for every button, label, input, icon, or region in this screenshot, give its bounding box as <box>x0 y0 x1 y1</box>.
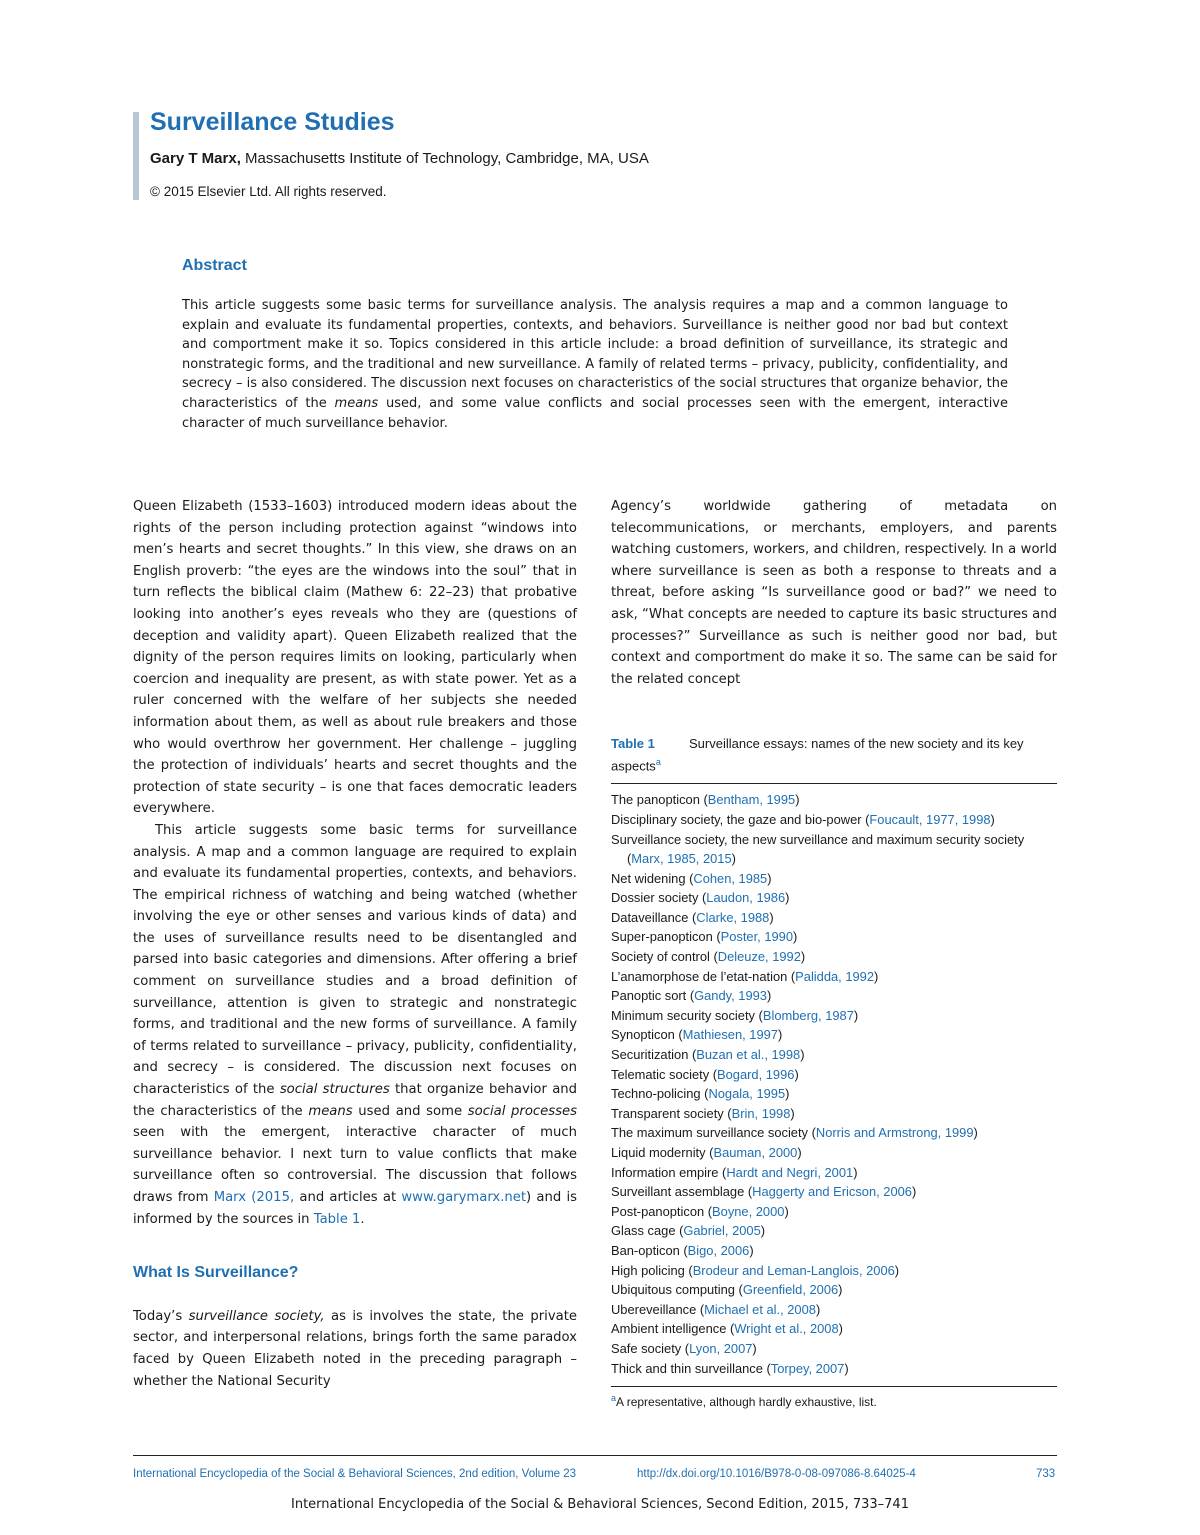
copyright-notice: © 2015 Elsevier Ltd. All rights reserved. <box>150 184 387 199</box>
table-1 <box>611 734 1057 1409</box>
table-row-citation-link[interactable]: Bentham, 1995 <box>707 792 796 808</box>
table-row-term: Synopticon ( <box>611 1027 683 1043</box>
table-row: Liquid modernity (Bauman, 2000) <box>611 1145 802 1161</box>
table-row-term: Panoptic sort ( <box>611 988 695 1004</box>
table-row-citation-link[interactable]: Bogard, 1996 <box>717 1066 795 1082</box>
link-garymarx-website[interactable]: www.garymarx.net <box>401 1190 527 1205</box>
table-row: Super-panopticon (Poster, 1990) <box>611 929 798 945</box>
footer-page-number: 733 <box>1036 1468 1056 1480</box>
table-footnote: $^a$A representative, although hardly exhaustive, list. <box>611 1393 877 1410</box>
body-left-column <box>133 496 577 1392</box>
table-row: The panopticon (Bentham, 1995) <box>611 792 800 808</box>
table-row: Transparent society (Brin, 1998) <box>611 1105 795 1121</box>
title-accent-bar <box>133 112 139 200</box>
table-row-term: Disciplinary society, the gaze and bio-power ( <box>611 811 870 827</box>
table-row-term: Ubiquitous computing ( <box>611 1282 743 1298</box>
table-row: The maximum surveillance society (Norris and Armstrong, 1999) <box>611 1125 978 1141</box>
table-row-term: Surveillant assemblage ( <box>611 1184 753 1200</box>
table-rows <box>611 790 1057 1378</box>
link-marx-2015[interactable]: Marx (2015, <box>213 1190 295 1205</box>
table-footnote-marker[interactable]: a <box>655 757 661 767</box>
table-row-citation-link[interactable]: Nogala, 1995 <box>708 1086 786 1102</box>
table-row-term: Surveillance society, the new surveillance and maximum security society <box>611 831 1025 847</box>
table-row-citation-link[interactable]: Bigo, 2006 <box>687 1242 750 1258</box>
paragraph-1: Queen Elizabeth (1533–1603) introduced modern ideas about the rights of the person including protection against “windows into men’s hearts and secret thoughts.” In this view, she draws on an English proverb: “the eyes are the windows into the soul” that in turn reflects the biblical claim (Mathew 6: 22–23) that probative looking into another’s eyes reveals who they are (questions of deception and validity apart). Queen Elizabeth realized that the dignity of the person requires limits on looking, particularly when coercion and inequality are present, as with state power. Yet as a ruler concerned with the welfare of her subjects she needed information about them, as well as about rule breakers and those who would overthrow her government. Her challenge – juggling the protection of individuals’ hearts and secret thoughts and the protection of state security – is one that faces democratic leaders everywhere. <box>133 499 577 817</box>
table-row-term: Post-panopticon ( <box>611 1203 713 1219</box>
bottom-citation: International Encyclopedia of the Social & Behavioral Sciences, Second Edition, 2015, 733–741 <box>291 1497 909 1512</box>
table-row: Ubiquitous computing (Greenfield, 2006) <box>611 1282 843 1298</box>
table-row-term: Ambient intelligence ( <box>611 1321 735 1337</box>
abstract-text: This article suggests some basic terms for surveillance analysis. The analysis requires a map and a common language to explain and evaluate its fundamental properties, contexts, and behaviors. Surveillance is neither good nor bad but context and comportment make it so. Topics considered in this article include: a broad definition of surveillance, its strategic and nonstrategic forms, and the traditional and new surveillance. A family of related terms – privacy, publicity, confidentiality, and secrecy – is also considered. The discussion next focuses on characteristics of the social structures that organize behavior, the characteristics of the means used, and some value conflicts and social processes seen with the emergent, interactive character of much surveillance behavior. <box>182 298 1008 431</box>
table-row-citation-link[interactable]: Michael et al., 2008 <box>704 1301 816 1317</box>
table-bottom-rule <box>611 1386 1057 1387</box>
table-row-citation-link[interactable]: Cohen, 1985 <box>693 870 768 886</box>
table-row: Information empire (Hardt and Negri, 2001) <box>611 1164 858 1180</box>
table-row-citation-link[interactable]: Greenfield, 2006 <box>742 1282 839 1298</box>
footer-rule <box>133 1455 1057 1456</box>
table-row: Dataveillance (Clarke, 1988) <box>611 909 774 925</box>
table-row-citation-link[interactable]: Norris and Armstrong, 1999 <box>815 1125 974 1141</box>
table-row-citation-link[interactable]: Brodeur and Leman-Langlois, 2006 <box>692 1262 895 1278</box>
table-row-citation-link[interactable]: Brin, 1998 <box>731 1105 791 1121</box>
table-row: High policing (Brodeur and Leman-Langlois, 2006) <box>611 1262 900 1278</box>
table-row-citation-link[interactable]: Boyne, 2000 <box>712 1203 785 1219</box>
table-row: Surveillant assemblage (Haggerty and Ericson, 2006) <box>611 1184 917 1200</box>
table-row: Dossier society (Laudon, 1986) <box>611 890 790 906</box>
table-row-citation-link[interactable]: Lyon, 2007 <box>689 1340 753 1356</box>
table-row-citation-link[interactable]: Marx, 1985, 2015 <box>631 851 732 867</box>
section-heading-what-is-surveillance: What Is Surveillance? <box>133 1264 299 1282</box>
table-row-term: Dataveillance ( <box>611 909 697 925</box>
paragraph-3: Today’s surveillance society, as is involves the state, the private sector, and interpersonal relations, brings forth the same paradox faced by Queen Elizabeth noted in the preceding paragraph – whether the National Security <box>133 1308 577 1389</box>
table-row-citation-link[interactable]: Foucault, 1977, 1998 <box>869 811 991 827</box>
table-row: Disciplinary society, the gaze and bio-power (Foucault, 1977, 1998) <box>611 811 995 827</box>
table-label: Table 1 <box>611 736 655 751</box>
table-row-term: Society of control ( <box>611 949 718 965</box>
table-row-citation-link[interactable]: Torpey, 2007 <box>770 1360 845 1376</box>
article-title: Surveillance Studies <box>150 108 395 136</box>
author-line <box>150 150 649 167</box>
table-row-citation-link[interactable]: Deleuze, 1992 <box>717 949 801 965</box>
table-row-term: Safe society ( <box>611 1340 690 1356</box>
footer-doi-link[interactable]: http://dx.doi.org/10.1016/B978-0-08-097086-8.64025-4 <box>637 1468 916 1480</box>
table-row: Ban-opticon (Bigo, 2006) <box>611 1242 754 1258</box>
table-row-term: L’anamorphose de l’etat-nation ( <box>611 968 796 984</box>
table-row-term: Securitization ( <box>611 1047 697 1063</box>
table-row: Glass cage (Gabriel, 2005) <box>611 1223 766 1239</box>
table-row-citation-link[interactable]: Buzan et al., 1998 <box>696 1047 801 1063</box>
table-row-term: ( <box>627 851 632 867</box>
link-table-1[interactable]: Table 1 <box>313 1211 361 1227</box>
table-row-citation-link[interactable]: Blomberg, 1987 <box>762 1007 854 1023</box>
table-row: Ubereveillance (Michael et al., 2008) <box>611 1301 821 1317</box>
table-row: Society of control (Deleuze, 1992) <box>611 949 806 965</box>
author-name: Gary T Marx, <box>150 150 241 167</box>
table-row <box>611 830 1057 850</box>
table-row-term: Ban-opticon ( <box>611 1242 688 1258</box>
table-row: Post-panopticon (Boyne, 2000) <box>611 1203 789 1219</box>
table-row: Safe society (Lyon, 2007) <box>611 1340 757 1356</box>
table-row: Panoptic sort (Gandy, 1993) <box>611 988 772 1004</box>
table-row-citation-link[interactable]: Wright et al., 2008 <box>734 1321 839 1337</box>
table-row-term: Techno-policing ( <box>611 1086 709 1102</box>
table-title: Surveillance essays: names of the new society and its key <box>689 736 1024 751</box>
table-row: Telematic society (Bogard, 1996) <box>611 1066 799 1082</box>
table-row-term: Dossier society ( <box>611 890 707 906</box>
table-row-citation-link[interactable]: Poster, 1990 <box>720 929 794 945</box>
table-row-term: Ubereveillance ( <box>611 1301 705 1317</box>
table-row: Net widening (Cohen, 1985) <box>611 870 772 886</box>
table-row: (Marx, 1985, 2015) <box>627 851 736 867</box>
table-row-citation-link[interactable]: Palidda, 1992 <box>795 968 875 984</box>
table-top-rule <box>611 783 1057 784</box>
table-row: Securitization (Buzan et al., 1998) <box>611 1047 805 1063</box>
table-title-continuation: aspects$^a$ <box>611 757 661 774</box>
footer-journal: International Encyclopedia of the Social & Behavioral Sciences, 2nd edition, Volume 23 <box>133 1468 577 1480</box>
table-row-term: High policing ( <box>611 1262 693 1278</box>
table-row-citation-link[interactable]: Haggerty and Ericson, 2006 <box>752 1184 912 1200</box>
author-affiliation: Massachusetts Institute of Technology, Cambridge, MA, USA <box>240 150 649 167</box>
table-row-term: Transparent society ( <box>611 1105 732 1121</box>
table-row: Thick and thin surveillance (Torpey, 2007) <box>611 1360 849 1376</box>
table-row-citation-link[interactable]: Hardt and Negri, 2001 <box>726 1164 854 1180</box>
table-row-citation-link[interactable]: Clarke, 1988 <box>696 909 770 925</box>
table-row-term: Glass cage ( <box>611 1223 684 1239</box>
table-row-term: The panopticon ( <box>611 792 708 808</box>
table-row-term: Telematic society ( <box>611 1066 718 1082</box>
table-caption <box>611 734 1057 753</box>
body-right-column: Agency’s worldwide gathering of metadata on telecommunications, or merchants, employers, and parents watching customers, workers, and children, respectively. In a world where surveillance is seen as both a response to threats and a threat, before asking “Is surveillance good or bad?” we need to ask, “What concepts are needed to capture its basic structures and processes?” Surveillance as such is neither good nor bad, but context and comportment do make it so. The same can be said for the related concept <box>611 499 1057 687</box>
table-row-citation-link[interactable]: Mathiesen, 1997 <box>682 1027 778 1043</box>
table-row-term: The maximum surveillance society ( <box>611 1125 816 1141</box>
table-row-citation-link[interactable]: Bauman, 2000 <box>713 1145 798 1161</box>
table-row: Ambient intelligence (Wright et al., 2008) <box>611 1321 843 1337</box>
table-row-term: Super-panopticon ( <box>611 929 721 945</box>
table-row: L’anamorphose de l’etat-nation (Palidda, 1992) <box>611 968 879 984</box>
table-row: Techno-policing (Nogala, 1995) <box>611 1086 790 1102</box>
table-row-term: Thick and thin surveillance ( <box>611 1360 771 1376</box>
table-row: Minimum security society (Blomberg, 1987) <box>611 1007 859 1023</box>
table-row: Synopticon (Mathiesen, 1997) <box>611 1027 783 1043</box>
table-row-citation-link[interactable]: Laudon, 1986 <box>706 890 786 906</box>
table-row-citation-link[interactable]: Gandy, 1993 <box>694 988 767 1004</box>
table-row-term: Liquid modernity ( <box>611 1145 714 1161</box>
table-row-term: Net widening ( <box>611 870 694 886</box>
abstract-heading: Abstract <box>182 257 247 274</box>
paragraph-2: This article suggests some basic terms for surveillance analysis. A map and a common language are required to explain and evaluate its fundamental properties, contexts, and behaviors. The empirical richness of watching and being watched (whether involving the eye or other senses and various kinds of data) and the uses of surveillance results need to be disentangled and parsed into basic categories and dimensions. After offering a brief comment on surveillance studies and a broad definition of surveillance, attention is given to strategic and nonstrategic forms, and traditional and the new forms of surveillance. A family of terms related to surveillance – privacy, publicity, confidentiality, and secrecy – is considered. The discussion next focuses on characteristics of the social structures that organize behavior and the characteristics of the means used and some social processes seen with the emergent, interactive character of much surveillance behavior. I next turn to value conflicts that make surveillance often so controversial. The discussion that follows draws from Marx (2015, and articles at www.garymarx.net) and is informed by the sources in Table 1. <box>133 822 578 1227</box>
table-row-term: Minimum security society ( <box>611 1007 763 1023</box>
table-row-citation-link[interactable]: Gabriel, 2005 <box>683 1223 761 1239</box>
table-row-term: Information empire ( <box>611 1164 727 1180</box>
